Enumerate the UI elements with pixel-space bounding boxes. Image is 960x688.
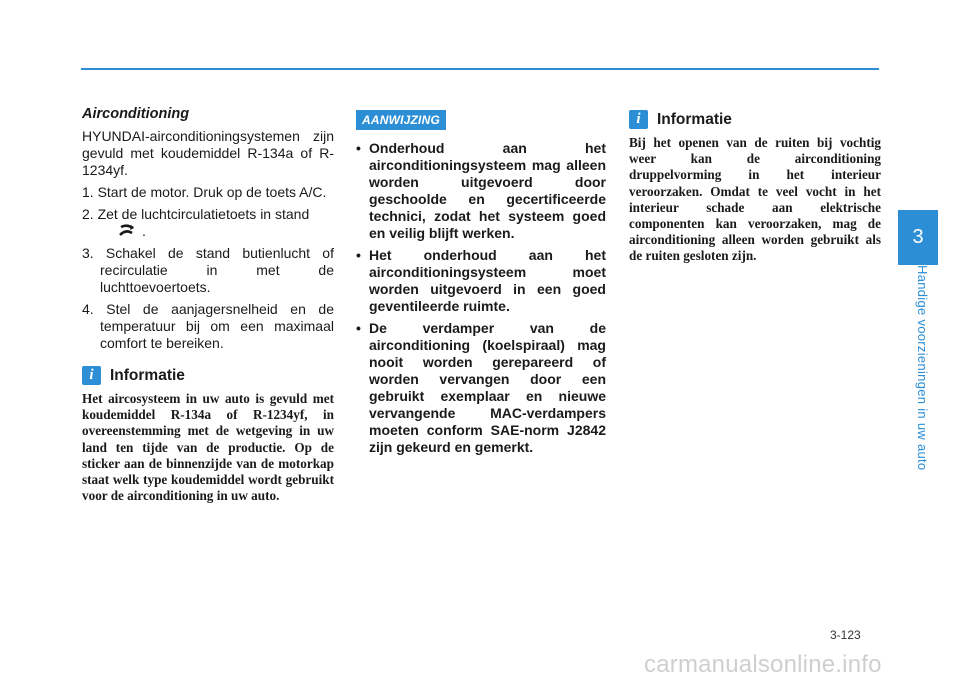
watermark: carmanualsonline.info	[644, 651, 882, 678]
notice-text: Het onderhoud aan het airconditioningsysteem moet worden uitgevoerd in een goed geventileerde ruimte.	[369, 247, 606, 314]
chapter-tab: 3	[898, 210, 938, 265]
info-icon: i	[82, 366, 101, 385]
info-icon: i	[629, 110, 648, 129]
intro-paragraph: HYUNDAI-airconditioningsystemen zijn gevuld met koudemiddel R-134a of R-1234yf.	[82, 128, 334, 178]
step-2-suffix: .	[142, 223, 146, 239]
right-column	[629, 106, 881, 265]
middle-column	[356, 106, 606, 461]
bullet-icon: •	[356, 320, 361, 336]
info-body: Het aircosysteem in uw auto is gevuld met koudemiddel R-134a of R-1234yf, in overeenstemming met de wetgeving in uw land ten tijde van de productie. Op de sticker aan de binnenzijde van de motorkap staat welk type koudemiddel wordt gebruikt voor de airconditioning in uw auto.	[82, 391, 334, 504]
step-2-text: 2. Zet de luchtcirculatietoets in stand	[82, 206, 310, 222]
info-header	[82, 366, 334, 385]
bullet-icon: •	[356, 140, 361, 156]
left-column	[82, 106, 334, 504]
chapter-label: Handige voorzieningen in uw auto	[915, 265, 930, 471]
notice-text: De verdamper van de airconditioning (koelspiraal) mag nooit worden gerepareerd of worden vervangen door een gebruikt exemplaar en nieuwe vervangende MAC-verdampers moeten conform SAE-norm J2842 zijn gekeurd en gemerkt.	[369, 320, 606, 455]
step-2	[82, 206, 334, 240]
info-title: Informatie	[657, 110, 732, 128]
notice-text: Onderhoud aan het airconditioningsysteem mag alleen worden uitgevoerd door geschoolde en gecertificeerde technici, zodat het systeem goed en veilig blijft werken.	[369, 140, 606, 241]
info-body: Bij het openen van de ruiten bij vochtig weer kan de airconditioning druppelvorming in het interieur veroorzaken. Omdat te veel vocht in het interieur schade aan elektrische componenten kan veroorzaken, mag de airconditioning alleen worden gebruikt als de ruiten gesloten zijn.	[629, 135, 881, 264]
info-title: Informatie	[110, 366, 185, 384]
step-4: 4. Stel de aanjagersnelheid en de temperatuur bij om een maximaal comfort te bereiken.	[82, 301, 334, 351]
notice-item	[356, 140, 606, 242]
notice-item	[356, 247, 606, 315]
steps-list	[82, 184, 334, 352]
header-rule	[81, 68, 879, 70]
step-3: 3. Schakel de stand butienlucht of recirculatie in met de luchttoevoertoets.	[82, 245, 334, 295]
page-number: 3-123	[830, 628, 861, 642]
notice-item	[356, 320, 606, 456]
step-1: 1. Start de motor. Druk op de toets A/C.	[82, 184, 327, 200]
info-header	[629, 110, 881, 129]
notice-list	[356, 140, 606, 456]
bullet-icon: •	[356, 247, 361, 263]
section-title: Airconditioning	[82, 106, 190, 122]
recirculation-icon	[118, 224, 136, 238]
notice-badge: AANWIJZING	[356, 110, 446, 130]
